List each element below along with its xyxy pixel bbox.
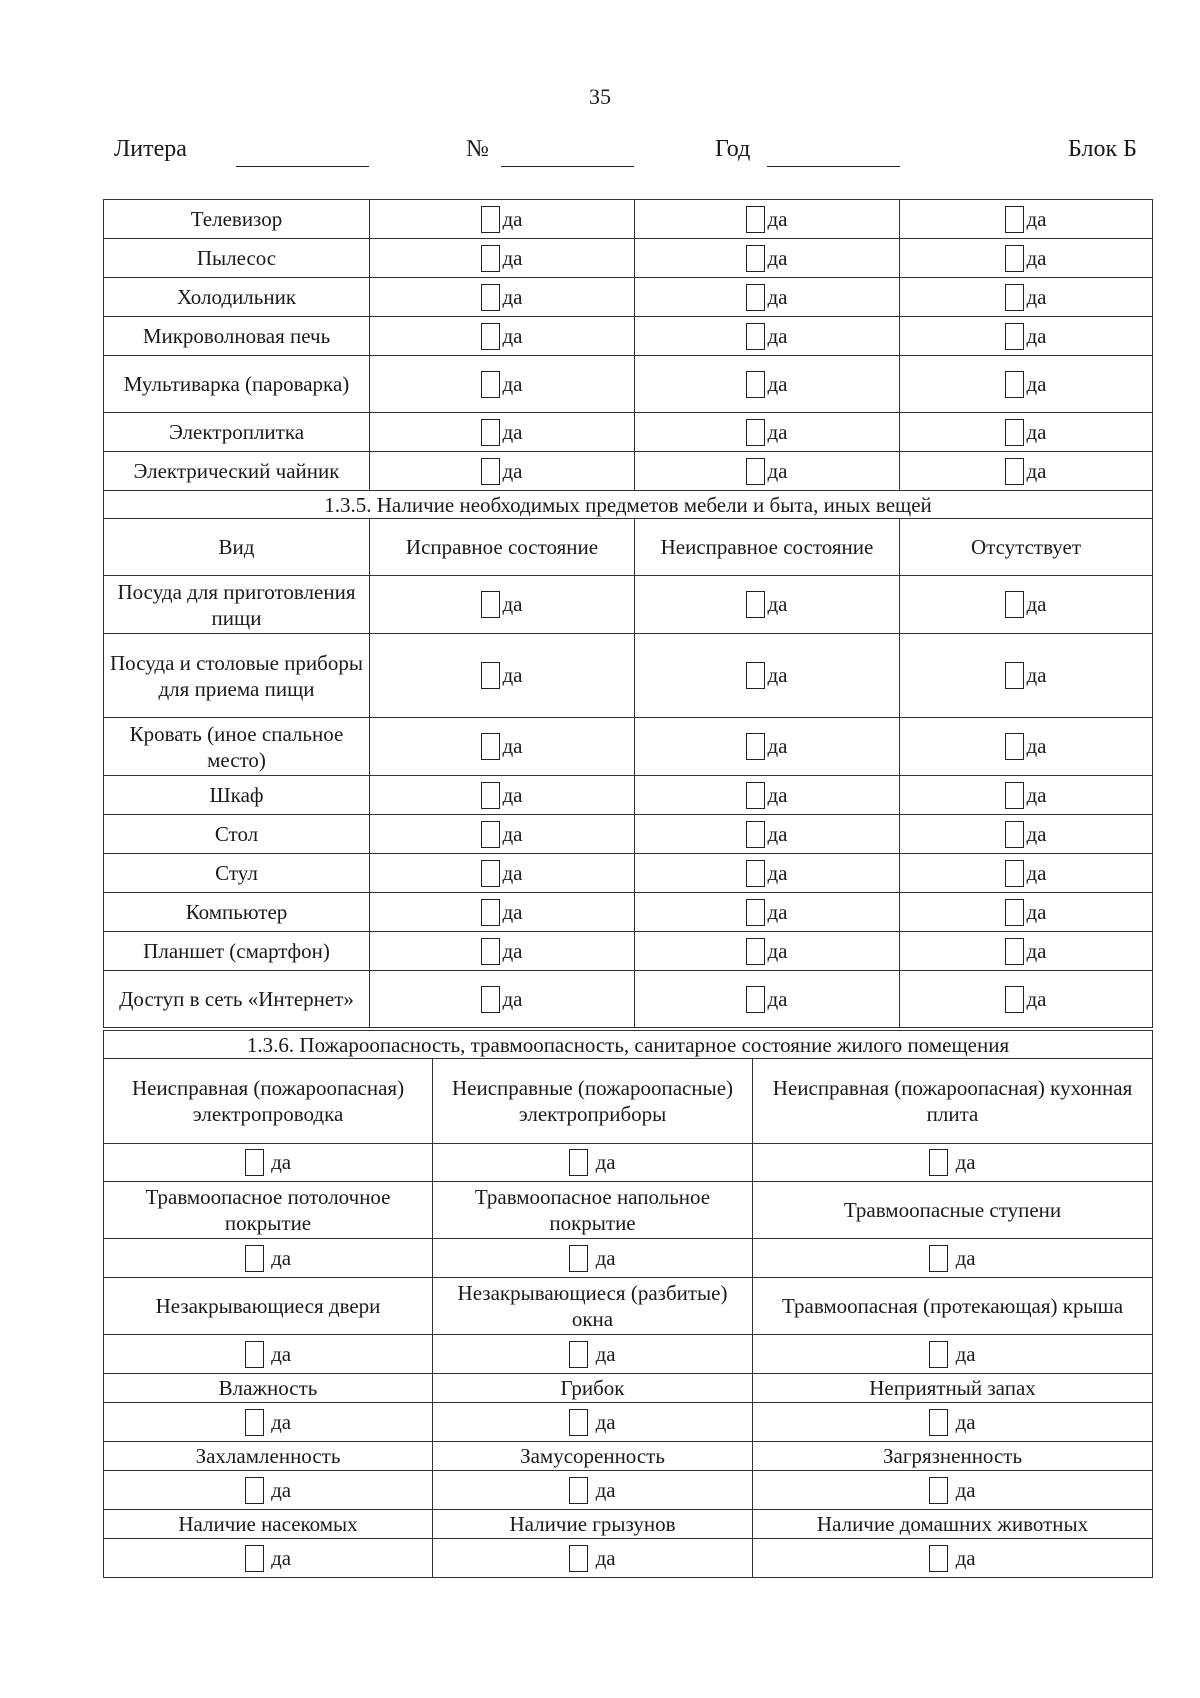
checkbox-label: да <box>1026 206 1047 231</box>
checkbox-label: да <box>1026 323 1047 348</box>
hazard-label: Неприятный запах <box>753 1374 1153 1403</box>
checkbox-label: да <box>502 419 523 444</box>
checkbox[interactable] <box>481 899 500 926</box>
checkbox[interactable] <box>245 1149 264 1176</box>
checkbox[interactable] <box>746 860 765 887</box>
year-field[interactable] <box>767 166 900 167</box>
hazard-label: Наличие грызунов <box>433 1510 753 1539</box>
hazard-checkbox-row <box>104 1144 1153 1182</box>
hazard-label: Травмоопасное напольное покрытие <box>433 1182 753 1239</box>
checkbox-label: да <box>502 734 523 758</box>
checkbox-label: да <box>502 284 523 309</box>
checkbox-label: да <box>767 734 788 758</box>
checkbox[interactable] <box>569 1477 588 1504</box>
checkbox[interactable] <box>569 1409 588 1436</box>
table-row <box>104 634 1153 718</box>
checkbox[interactable] <box>746 899 765 926</box>
checkbox[interactable] <box>481 782 500 809</box>
checkbox[interactable] <box>746 284 765 311</box>
item-name: Холодильник <box>104 278 370 317</box>
hazard-label-row <box>104 1059 1153 1144</box>
item-name: Телевизор <box>104 200 370 239</box>
table-row <box>104 576 1153 634</box>
checkbox[interactable] <box>746 245 765 272</box>
table-row <box>104 452 1153 491</box>
checkbox[interactable] <box>481 860 500 887</box>
checkbox[interactable] <box>569 1341 588 1368</box>
table-row <box>104 893 1153 932</box>
section-135-title-row <box>104 491 1153 519</box>
checkbox[interactable] <box>1005 938 1024 965</box>
checkbox-label: да <box>271 1545 292 1570</box>
checkbox-label: да <box>595 1545 616 1570</box>
checkbox-label: да <box>502 245 523 270</box>
item-name: Мультиварка (пароварка) <box>104 356 370 413</box>
litera-field[interactable] <box>236 166 369 167</box>
hazard-label-row <box>104 1182 1153 1239</box>
number-label: № <box>466 136 489 162</box>
checkbox-label: да <box>767 419 788 444</box>
section-136-title: 1.3.6. Пожароопасность, травмоопасность, санитарное состояние жилого помещения <box>104 1031 1153 1059</box>
checkbox[interactable] <box>1005 323 1024 350</box>
checkbox[interactable] <box>929 1477 948 1504</box>
checkbox[interactable] <box>1005 899 1024 926</box>
checkbox[interactable] <box>746 821 765 848</box>
checkbox[interactable] <box>1005 821 1024 848</box>
checkbox[interactable] <box>746 323 765 350</box>
checkbox[interactable] <box>481 938 500 965</box>
hazard-checkbox-row <box>104 1239 1153 1278</box>
checkbox-label: да <box>502 371 523 396</box>
item-name: Доступ в сеть «Интернет» <box>104 971 370 1028</box>
checkbox[interactable] <box>1005 782 1024 809</box>
checkbox-label: да <box>1026 782 1047 807</box>
item-name: Микроволновая печь <box>104 317 370 356</box>
hazard-label: Загрязненность <box>753 1442 1153 1471</box>
checkbox-label: да <box>595 1409 616 1434</box>
checkbox[interactable] <box>245 1477 264 1504</box>
hazard-checkbox-row <box>104 1539 1153 1578</box>
hazard-label-row <box>104 1278 1153 1335</box>
checkbox-label: да <box>1026 458 1047 483</box>
checkbox[interactable] <box>569 1149 588 1176</box>
checkbox[interactable] <box>481 986 500 1013</box>
checkbox[interactable] <box>481 821 500 848</box>
checkbox[interactable] <box>481 419 500 446</box>
hazard-label: Неисправная (пожароопасная) кухонная плита <box>753 1059 1153 1144</box>
checkbox-label: да <box>502 323 523 348</box>
checkbox-label: да <box>767 371 788 396</box>
checkbox-label: да <box>271 1245 292 1270</box>
checkbox-label: да <box>271 1477 292 1502</box>
checkbox-label: да <box>1026 986 1047 1011</box>
checkbox-label: да <box>955 1409 976 1434</box>
checkbox-label: да <box>502 899 523 924</box>
checkbox-label: да <box>502 782 523 807</box>
checkbox-label: да <box>955 1245 976 1270</box>
checkbox-label: да <box>1026 245 1047 270</box>
checkbox[interactable] <box>929 1245 948 1272</box>
checkbox[interactable] <box>481 733 500 760</box>
hazard-label: Травмоопасная (протекающая) крыша <box>753 1278 1153 1335</box>
checkbox-label: да <box>502 986 523 1011</box>
checkbox-label: да <box>767 899 788 924</box>
item-name: Стул <box>104 854 370 893</box>
section-136-title-row <box>104 1031 1153 1059</box>
checkbox-label: да <box>767 821 788 846</box>
hazard-label-row <box>104 1374 1153 1403</box>
item-name: Кровать (иное спальное место) <box>104 718 370 776</box>
checkbox-label: да <box>271 1150 292 1174</box>
checkbox-label: да <box>767 986 788 1011</box>
checkbox-label: да <box>1026 734 1047 758</box>
checkbox[interactable] <box>929 1545 948 1572</box>
hazard-label: Неисправная (пожароопасная) электропроводка <box>104 1059 433 1144</box>
hazard-label-row <box>104 1510 1153 1539</box>
checkbox[interactable] <box>746 371 765 398</box>
table-row <box>104 317 1153 356</box>
checkbox[interactable] <box>481 371 500 398</box>
hazard-label: Незакрывающиеся двери <box>104 1278 433 1335</box>
checkbox[interactable] <box>569 1545 588 1572</box>
column-header: Вид <box>104 519 370 576</box>
checkbox[interactable] <box>481 245 500 272</box>
checkbox-label: да <box>767 860 788 885</box>
item-name: Посуда для приготовления пищи <box>104 576 370 634</box>
checkbox-label: да <box>271 1341 292 1366</box>
checkbox[interactable] <box>1005 733 1024 760</box>
checkbox-label: да <box>595 1150 616 1174</box>
checkbox[interactable] <box>1005 662 1024 689</box>
checkbox[interactable] <box>245 1545 264 1572</box>
checkbox-label: да <box>767 458 788 483</box>
hazard-checkbox-row <box>104 1471 1153 1510</box>
checkbox[interactable] <box>1005 986 1024 1013</box>
hazard-label-row <box>104 1442 1153 1471</box>
checkbox[interactable] <box>746 733 765 760</box>
checkbox[interactable] <box>569 1245 588 1272</box>
item-name: Посуда и столовые приборы для приема пищи <box>104 634 370 718</box>
checkbox[interactable] <box>1005 371 1024 398</box>
checkbox-label: да <box>955 1477 976 1502</box>
item-name: Шкаф <box>104 776 370 815</box>
checkbox[interactable] <box>481 284 500 311</box>
item-name: Планшет (смартфон) <box>104 932 370 971</box>
checkbox-label: да <box>502 206 523 231</box>
table-row <box>104 239 1153 278</box>
checkbox-label: да <box>1026 592 1047 616</box>
checkbox-label: да <box>767 592 788 616</box>
checkbox[interactable] <box>746 662 765 689</box>
checkbox[interactable] <box>245 1245 264 1272</box>
checkbox-label: да <box>1026 419 1047 444</box>
checkbox[interactable] <box>245 1409 264 1436</box>
checkbox-label: да <box>767 782 788 807</box>
checkbox[interactable] <box>1005 419 1024 446</box>
checkbox-label: да <box>955 1150 976 1174</box>
checkbox-label: да <box>502 860 523 885</box>
item-name: Электрический чайник <box>104 452 370 491</box>
checkbox[interactable] <box>929 1149 948 1176</box>
hazard-label: Неисправные (пожароопасные) электроприборы <box>433 1059 753 1144</box>
hazard-label: Замусоренность <box>433 1442 753 1471</box>
checkbox-label: да <box>502 458 523 483</box>
block-label: Блок Б <box>1068 136 1137 162</box>
section-135-title: 1.3.5. Наличие необходимых предметов мебели и быта, иных вещей <box>104 491 1153 519</box>
checkbox-label: да <box>955 1341 976 1366</box>
items-table <box>103 199 1153 1028</box>
table-row <box>104 854 1153 893</box>
checkbox-label: да <box>1026 938 1047 963</box>
hazard-label: Грибок <box>433 1374 753 1403</box>
checkbox-label: да <box>502 821 523 846</box>
checkbox[interactable] <box>929 1341 948 1368</box>
table-row <box>104 971 1153 1028</box>
checkbox[interactable] <box>1005 284 1024 311</box>
checkbox[interactable] <box>1005 245 1024 272</box>
checkbox-label: да <box>595 1245 616 1270</box>
table-row <box>104 413 1153 452</box>
checkbox[interactable] <box>746 782 765 809</box>
item-name: Стол <box>104 815 370 854</box>
year-label: Год <box>715 136 751 162</box>
checkbox[interactable] <box>929 1409 948 1436</box>
checkbox[interactable] <box>481 591 500 618</box>
table-row <box>104 278 1153 317</box>
checkbox-label: да <box>767 323 788 348</box>
hazard-label: Наличие домашних животных <box>753 1510 1153 1539</box>
column-header: Исправное состояние <box>370 519 635 576</box>
checkbox-label: да <box>1026 860 1047 885</box>
checkbox[interactable] <box>245 1341 264 1368</box>
checkbox-label: да <box>1026 663 1047 687</box>
checkbox-label: да <box>767 663 788 687</box>
checkbox[interactable] <box>481 206 500 233</box>
checkbox[interactable] <box>481 458 500 485</box>
table-row <box>104 718 1153 776</box>
checkbox[interactable] <box>1005 458 1024 485</box>
checkbox-label: да <box>502 592 523 616</box>
hazard-checkbox-row <box>104 1403 1153 1442</box>
item-name: Пылесос <box>104 239 370 278</box>
checkbox-label: да <box>1026 371 1047 396</box>
table-row <box>104 356 1153 413</box>
checkbox[interactable] <box>746 206 765 233</box>
hazard-label: Травмоопасное потолочное покрытие <box>104 1182 433 1239</box>
checkbox-label: да <box>1026 821 1047 846</box>
hazard-label: Травмоопасные ступени <box>753 1182 1153 1239</box>
checkbox[interactable] <box>481 323 500 350</box>
table-row <box>104 932 1153 971</box>
hazard-label: Захламленность <box>104 1442 433 1471</box>
column-header: Отсутствует <box>900 519 1153 576</box>
item-name: Компьютер <box>104 893 370 932</box>
checkbox[interactable] <box>746 591 765 618</box>
checkbox-label: да <box>767 938 788 963</box>
hazard-label: Влажность <box>104 1374 433 1403</box>
checkbox[interactable] <box>746 986 765 1013</box>
hazards-table <box>103 1030 1153 1578</box>
checkbox-label: да <box>1026 284 1047 309</box>
item-name: Электроплитка <box>104 413 370 452</box>
page-number: 35 <box>589 84 611 109</box>
checkbox-label: да <box>767 284 788 309</box>
hazard-label: Наличие насекомых <box>104 1510 433 1539</box>
checkbox[interactable] <box>746 938 765 965</box>
table-row <box>104 776 1153 815</box>
checkbox-label: да <box>502 938 523 963</box>
checkbox-label: да <box>955 1545 976 1570</box>
checkbox[interactable] <box>746 458 765 485</box>
hazard-label: Незакрывающиеся (разбитые) окна <box>433 1278 753 1335</box>
checkbox-label: да <box>595 1477 616 1502</box>
checkbox[interactable] <box>1005 591 1024 618</box>
column-header: Неисправное состояние <box>635 519 900 576</box>
checkbox-label: да <box>271 1409 292 1434</box>
table-row <box>104 200 1153 239</box>
checkbox-label: да <box>767 206 788 231</box>
litera-label: Литера <box>114 136 187 162</box>
checkbox-label: да <box>502 663 523 687</box>
checkbox-label: да <box>1026 899 1047 924</box>
table-row <box>104 815 1153 854</box>
checkbox-label: да <box>595 1341 616 1366</box>
checkbox[interactable] <box>481 662 500 689</box>
section-135-header-row <box>104 519 1153 576</box>
hazard-checkbox-row <box>104 1335 1153 1374</box>
number-field[interactable] <box>501 166 634 167</box>
checkbox[interactable] <box>1005 860 1024 887</box>
checkbox[interactable] <box>1005 206 1024 233</box>
checkbox-label: да <box>767 245 788 270</box>
checkbox[interactable] <box>746 419 765 446</box>
